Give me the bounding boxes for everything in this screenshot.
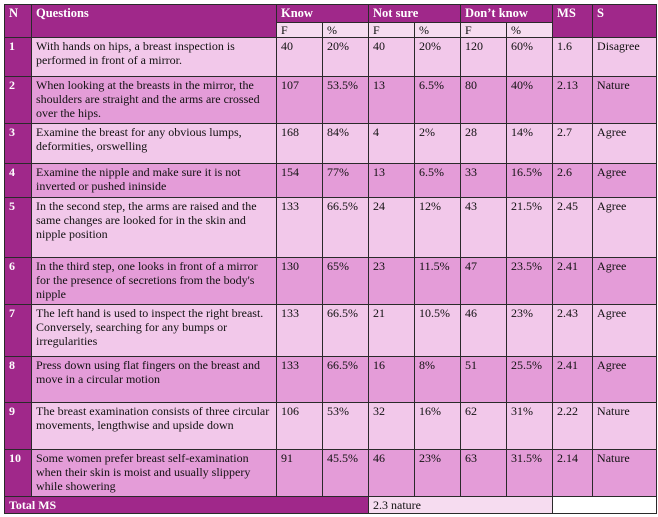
cell-s: Disagree <box>593 38 657 77</box>
cell-dontknow-f: 62 <box>461 403 507 450</box>
cell-question: Press down using flat fingers on the breast and move in a circular motion <box>32 356 277 403</box>
cell-dontknow-pct: 21.5% <box>507 197 553 257</box>
cell-s: Agree <box>593 304 657 356</box>
cell-question: Examine the breast for any obvious lumps, deformities, orswelling <box>32 124 277 163</box>
table-row <box>5 163 657 197</box>
cell-question: The breast examination consists of three circular movements, lengthwise and upside down <box>32 403 277 450</box>
cell-s: Agree <box>593 124 657 163</box>
table-row <box>5 356 657 403</box>
cell-ms: 2.41 <box>553 356 593 403</box>
survey-results-table <box>4 4 657 514</box>
row-number: 10 <box>5 450 32 497</box>
cell-know-pct: 77% <box>323 163 369 197</box>
subheader-notsure-f: F <box>369 23 415 38</box>
subheader-know-pct: % <box>323 23 369 38</box>
cell-dontknow-f: 33 <box>461 163 507 197</box>
subheader-know-f: F <box>277 23 323 38</box>
row-number: 1 <box>5 38 32 77</box>
cell-question: In the second step, the arms are raised and the same changes are looked for in the skin and nipple position <box>32 197 277 257</box>
table-row <box>5 450 657 497</box>
cell-dontknow-pct: 60% <box>507 38 553 77</box>
cell-know-f: 133 <box>277 197 323 257</box>
header-not-sure: Not sure <box>369 5 461 23</box>
cell-notsure-f: 21 <box>369 304 415 356</box>
cell-dontknow-f: 43 <box>461 197 507 257</box>
cell-notsure-pct: 2% <box>415 124 461 163</box>
subheader-dontknow-pct: % <box>507 23 553 38</box>
cell-notsure-f: 13 <box>369 163 415 197</box>
cell-notsure-pct: 8% <box>415 356 461 403</box>
row-number: 9 <box>5 403 32 450</box>
cell-know-pct: 84% <box>323 124 369 163</box>
cell-know-f: 133 <box>277 356 323 403</box>
cell-dontknow-f: 28 <box>461 124 507 163</box>
cell-dontknow-pct: 14% <box>507 124 553 163</box>
cell-notsure-pct: 11.5% <box>415 258 461 305</box>
cell-dontknow-f: 47 <box>461 258 507 305</box>
row-number: 4 <box>5 163 32 197</box>
row-number: 5 <box>5 197 32 257</box>
table-row <box>5 124 657 163</box>
total-value: 2.3 nature <box>369 497 553 514</box>
cell-know-f: 106 <box>277 403 323 450</box>
cell-notsure-f: 13 <box>369 77 415 124</box>
cell-dontknow-pct: 16.5% <box>507 163 553 197</box>
cell-know-f: 107 <box>277 77 323 124</box>
cell-know-pct: 20% <box>323 38 369 77</box>
table-row <box>5 403 657 450</box>
header-dont-know: Don’t know <box>461 5 553 23</box>
header-row <box>5 5 657 23</box>
row-number: 6 <box>5 258 32 305</box>
cell-notsure-f: 4 <box>369 124 415 163</box>
cell-know-f: 154 <box>277 163 323 197</box>
cell-know-f: 133 <box>277 304 323 356</box>
cell-know-pct: 66.5% <box>323 304 369 356</box>
header-n: N <box>5 5 32 38</box>
cell-s: Agree <box>593 258 657 305</box>
table-row <box>5 38 657 77</box>
cell-notsure-f: 32 <box>369 403 415 450</box>
cell-notsure-f: 23 <box>369 258 415 305</box>
cell-notsure-f: 46 <box>369 450 415 497</box>
subheader-dontknow-f: F <box>461 23 507 38</box>
cell-ms: 2.13 <box>553 77 593 124</box>
cell-dontknow-pct: 31% <box>507 403 553 450</box>
cell-know-pct: 45.5% <box>323 450 369 497</box>
cell-s: Nature <box>593 450 657 497</box>
subheader-notsure-pct: % <box>415 23 461 38</box>
table-row <box>5 77 657 124</box>
row-number: 7 <box>5 304 32 356</box>
total-row <box>5 497 657 514</box>
cell-ms: 2.45 <box>553 197 593 257</box>
total-label: Total MS <box>5 497 369 514</box>
cell-know-f: 40 <box>277 38 323 77</box>
cell-dontknow-f: 51 <box>461 356 507 403</box>
row-number: 3 <box>5 124 32 163</box>
cell-dontknow-pct: 31.5% <box>507 450 553 497</box>
cell-question: In the third step, one looks in front of a mirror for the presence of secretions from the body's nipple <box>32 258 277 305</box>
cell-know-pct: 53% <box>323 403 369 450</box>
cell-know-pct: 66.5% <box>323 197 369 257</box>
cell-s: Agree <box>593 356 657 403</box>
cell-notsure-f: 16 <box>369 356 415 403</box>
cell-notsure-pct: 23% <box>415 450 461 497</box>
cell-s: Nature <box>593 403 657 450</box>
cell-notsure-pct: 12% <box>415 197 461 257</box>
cell-ms: 1.6 <box>553 38 593 77</box>
total-blank <box>553 497 657 514</box>
cell-dontknow-pct: 40% <box>507 77 553 124</box>
cell-dontknow-f: 80 <box>461 77 507 124</box>
cell-ms: 2.6 <box>553 163 593 197</box>
header-s: S <box>593 5 657 38</box>
cell-notsure-pct: 6.5% <box>415 163 461 197</box>
cell-notsure-pct: 20% <box>415 38 461 77</box>
row-number: 2 <box>5 77 32 124</box>
table-row <box>5 304 657 356</box>
cell-dontknow-f: 63 <box>461 450 507 497</box>
cell-notsure-pct: 16% <box>415 403 461 450</box>
cell-s: Agree <box>593 163 657 197</box>
table-body <box>5 38 657 497</box>
cell-notsure-pct: 10.5% <box>415 304 461 356</box>
cell-know-pct: 53.5% <box>323 77 369 124</box>
cell-question: Some women prefer breast self-examination when their skin is moist and usually slippery while showering <box>32 450 277 497</box>
cell-notsure-f: 40 <box>369 38 415 77</box>
cell-know-f: 130 <box>277 258 323 305</box>
cell-dontknow-f: 120 <box>461 38 507 77</box>
cell-question: Examine the nipple and make sure it is not inverted or pushed ininside <box>32 163 277 197</box>
cell-ms: 2.14 <box>553 450 593 497</box>
cell-question: With hands on hips, a breast inspection is performed in front of a mirror. <box>32 38 277 77</box>
cell-know-f: 91 <box>277 450 323 497</box>
table-row <box>5 197 657 257</box>
cell-dontknow-pct: 25.5% <box>507 356 553 403</box>
row-number: 8 <box>5 356 32 403</box>
cell-know-pct: 66.5% <box>323 356 369 403</box>
cell-know-pct: 65% <box>323 258 369 305</box>
cell-ms: 2.43 <box>553 304 593 356</box>
cell-notsure-pct: 6.5% <box>415 77 461 124</box>
cell-s: Nature <box>593 77 657 124</box>
cell-question: When looking at the breasts in the mirror, the shoulders are straight and the arms are crossed over the hips. <box>32 77 277 124</box>
header-ms: MS <box>553 5 593 38</box>
cell-ms: 2.41 <box>553 258 593 305</box>
cell-dontknow-pct: 23% <box>507 304 553 356</box>
header-questions: Questions <box>32 5 277 38</box>
cell-dontknow-f: 46 <box>461 304 507 356</box>
table-row <box>5 258 657 305</box>
cell-notsure-f: 24 <box>369 197 415 257</box>
cell-know-f: 168 <box>277 124 323 163</box>
cell-ms: 2.22 <box>553 403 593 450</box>
cell-question: The left hand is used to inspect the right breast. Conversely, searching for any bumps or irregularities <box>32 304 277 356</box>
header-know: Know <box>277 5 369 23</box>
cell-dontknow-pct: 23.5% <box>507 258 553 305</box>
cell-s: Agree <box>593 197 657 257</box>
cell-ms: 2.7 <box>553 124 593 163</box>
